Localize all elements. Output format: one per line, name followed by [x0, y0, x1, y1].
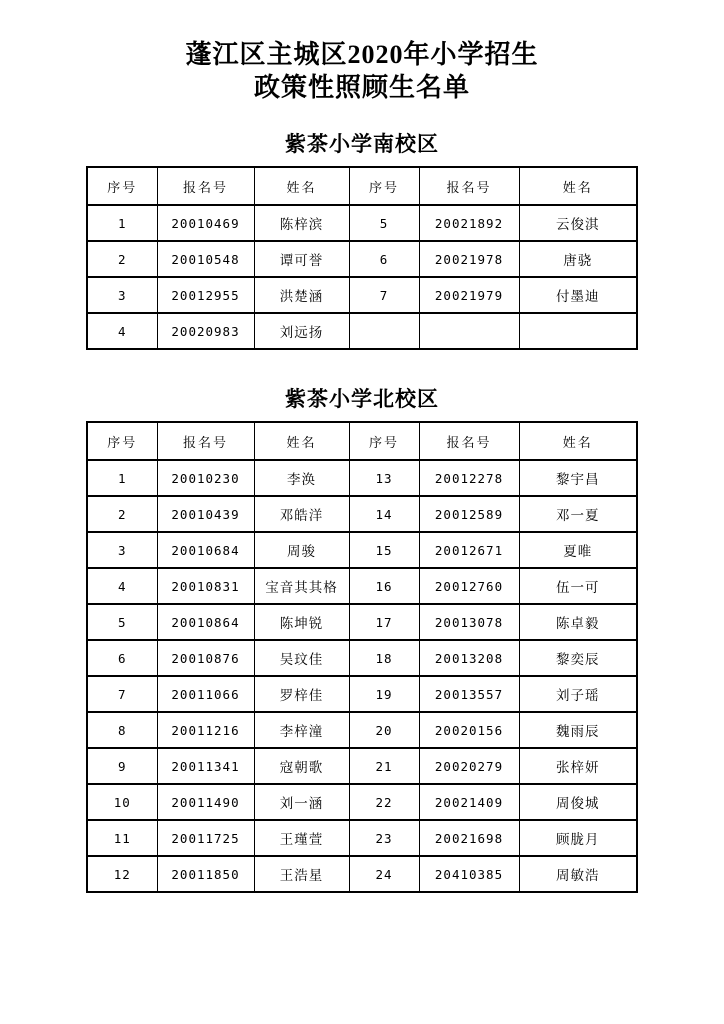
name-cell: 云俊淇 [519, 205, 637, 241]
reg-no-cell: 20013557 [419, 676, 519, 712]
name-cell: 邓皓洋 [254, 496, 349, 532]
name-cell: 王浩星 [254, 856, 349, 892]
section-heading-north: 紫茶小学北校区 [285, 387, 439, 411]
seq-cell: 6 [349, 241, 419, 277]
reg-no-cell: 20010548 [157, 241, 254, 277]
name-cell: 寇朝歌 [254, 748, 349, 784]
reg-no-cell: 20010684 [157, 532, 254, 568]
column-header-reg-no: 报名号 [419, 422, 519, 460]
name-cell: 付墨迪 [519, 277, 637, 313]
roster-table-north [86, 421, 638, 893]
reg-no-cell: 20010876 [157, 640, 254, 676]
reg-no-cell: 20020279 [419, 748, 519, 784]
section-south-campus [0, 128, 724, 350]
name-cell: 谭可誉 [254, 241, 349, 277]
reg-no-cell: 20021892 [419, 205, 519, 241]
name-cell: 张梓妍 [519, 748, 637, 784]
name-cell: 黎宇昌 [519, 460, 637, 496]
name-cell: 洪楚涵 [254, 277, 349, 313]
seq-cell: 24 [349, 856, 419, 892]
name-cell: 周敏浩 [519, 856, 637, 892]
section-heading-south: 紫茶小学南校区 [285, 132, 439, 156]
table-row [87, 277, 637, 313]
seq-cell: 7 [349, 277, 419, 313]
name-cell: 唐骁 [519, 241, 637, 277]
name-cell: 周骏 [254, 532, 349, 568]
name-cell: 罗梓佳 [254, 676, 349, 712]
table-row [87, 604, 637, 640]
seq-cell: 19 [349, 676, 419, 712]
table-row [87, 241, 637, 277]
column-header-name: 姓名 [519, 167, 637, 205]
page-title-line2: 政策性照顾生名单 [253, 73, 470, 102]
name-cell: 邓一夏 [519, 496, 637, 532]
seq-cell: 4 [87, 568, 157, 604]
name-cell: 陈卓毅 [519, 604, 637, 640]
table-row [87, 856, 637, 892]
seq-cell: 12 [87, 856, 157, 892]
name-cell: 宝音其其格 [254, 568, 349, 604]
table-row [87, 313, 637, 349]
name-cell [519, 313, 637, 349]
column-header-reg-no: 报名号 [419, 167, 519, 205]
column-header-reg-no: 报名号 [157, 422, 254, 460]
name-cell: 黎奕辰 [519, 640, 637, 676]
reg-no-cell: 20012589 [419, 496, 519, 532]
table-row [87, 712, 637, 748]
seq-cell: 20 [349, 712, 419, 748]
reg-no-cell: 20013078 [419, 604, 519, 640]
name-cell: 李涣 [254, 460, 349, 496]
column-header-reg-no: 报名号 [157, 167, 254, 205]
table-row [87, 496, 637, 532]
table-row [87, 676, 637, 712]
seq-cell: 16 [349, 568, 419, 604]
column-header-seq: 序号 [87, 422, 157, 460]
reg-no-cell: 20021978 [419, 241, 519, 277]
reg-no-cell: 20012760 [419, 568, 519, 604]
seq-cell: 14 [349, 496, 419, 532]
name-cell: 陈梓滨 [254, 205, 349, 241]
seq-cell: 17 [349, 604, 419, 640]
page-title [0, 38, 724, 104]
seq-cell: 6 [87, 640, 157, 676]
seq-cell: 3 [87, 532, 157, 568]
table-row [87, 460, 637, 496]
name-cell: 李梓潼 [254, 712, 349, 748]
reg-no-cell: 20021409 [419, 784, 519, 820]
reg-no-cell [419, 313, 519, 349]
reg-no-cell: 20011725 [157, 820, 254, 856]
section-north-campus [0, 383, 724, 893]
column-header-seq: 序号 [349, 167, 419, 205]
seq-cell: 9 [87, 748, 157, 784]
reg-no-cell: 20011216 [157, 712, 254, 748]
table-row [87, 640, 637, 676]
seq-cell: 23 [349, 820, 419, 856]
table-row [87, 820, 637, 856]
reg-no-cell: 20010864 [157, 604, 254, 640]
table-row [87, 568, 637, 604]
reg-no-cell: 20410385 [419, 856, 519, 892]
reg-no-cell: 20013208 [419, 640, 519, 676]
name-cell: 刘子瑶 [519, 676, 637, 712]
column-header-name: 姓名 [254, 167, 349, 205]
table-row [87, 205, 637, 241]
seq-cell: 21 [349, 748, 419, 784]
seq-cell: 18 [349, 640, 419, 676]
seq-cell: 11 [87, 820, 157, 856]
roster-table-south [86, 166, 638, 350]
name-cell: 夏唯 [519, 532, 637, 568]
reg-no-cell: 20010469 [157, 205, 254, 241]
name-cell: 刘一涵 [254, 784, 349, 820]
reg-no-cell: 20021979 [419, 277, 519, 313]
reg-no-cell: 20010831 [157, 568, 254, 604]
table-row [87, 784, 637, 820]
seq-cell: 5 [87, 604, 157, 640]
column-header-name: 姓名 [519, 422, 637, 460]
reg-no-cell: 20011066 [157, 676, 254, 712]
header-row [87, 422, 637, 460]
name-cell: 王瑾萱 [254, 820, 349, 856]
name-cell: 顾胧月 [519, 820, 637, 856]
seq-cell: 15 [349, 532, 419, 568]
name-cell: 吴玟佳 [254, 640, 349, 676]
reg-no-cell: 20012671 [419, 532, 519, 568]
seq-cell: 10 [87, 784, 157, 820]
table-row [87, 748, 637, 784]
seq-cell: 2 [87, 241, 157, 277]
seq-cell: 13 [349, 460, 419, 496]
column-header-name: 姓名 [254, 422, 349, 460]
header-row [87, 167, 637, 205]
seq-cell: 3 [87, 277, 157, 313]
reg-no-cell: 20011490 [157, 784, 254, 820]
name-cell: 魏雨辰 [519, 712, 637, 748]
seq-cell: 8 [87, 712, 157, 748]
reg-no-cell: 20010439 [157, 496, 254, 532]
name-cell: 周俊城 [519, 784, 637, 820]
seq-cell: 2 [87, 496, 157, 532]
seq-cell: 1 [87, 205, 157, 241]
seq-cell: 1 [87, 460, 157, 496]
name-cell: 伍一可 [519, 568, 637, 604]
reg-no-cell: 20020156 [419, 712, 519, 748]
reg-no-cell: 20010230 [157, 460, 254, 496]
seq-cell: 7 [87, 676, 157, 712]
reg-no-cell: 20011850 [157, 856, 254, 892]
seq-cell [349, 313, 419, 349]
name-cell: 陈坤锐 [254, 604, 349, 640]
seq-cell: 4 [87, 313, 157, 349]
column-header-seq: 序号 [349, 422, 419, 460]
seq-cell: 22 [349, 784, 419, 820]
reg-no-cell: 20012955 [157, 277, 254, 313]
reg-no-cell: 20012278 [419, 460, 519, 496]
reg-no-cell: 20021698 [419, 820, 519, 856]
table-row [87, 532, 637, 568]
column-header-seq: 序号 [87, 167, 157, 205]
reg-no-cell: 20020983 [157, 313, 254, 349]
reg-no-cell: 20011341 [157, 748, 254, 784]
name-cell: 刘远扬 [254, 313, 349, 349]
page-title-line1: 蓬江区主城区2020年小学招生 [185, 40, 539, 69]
seq-cell: 5 [349, 205, 419, 241]
